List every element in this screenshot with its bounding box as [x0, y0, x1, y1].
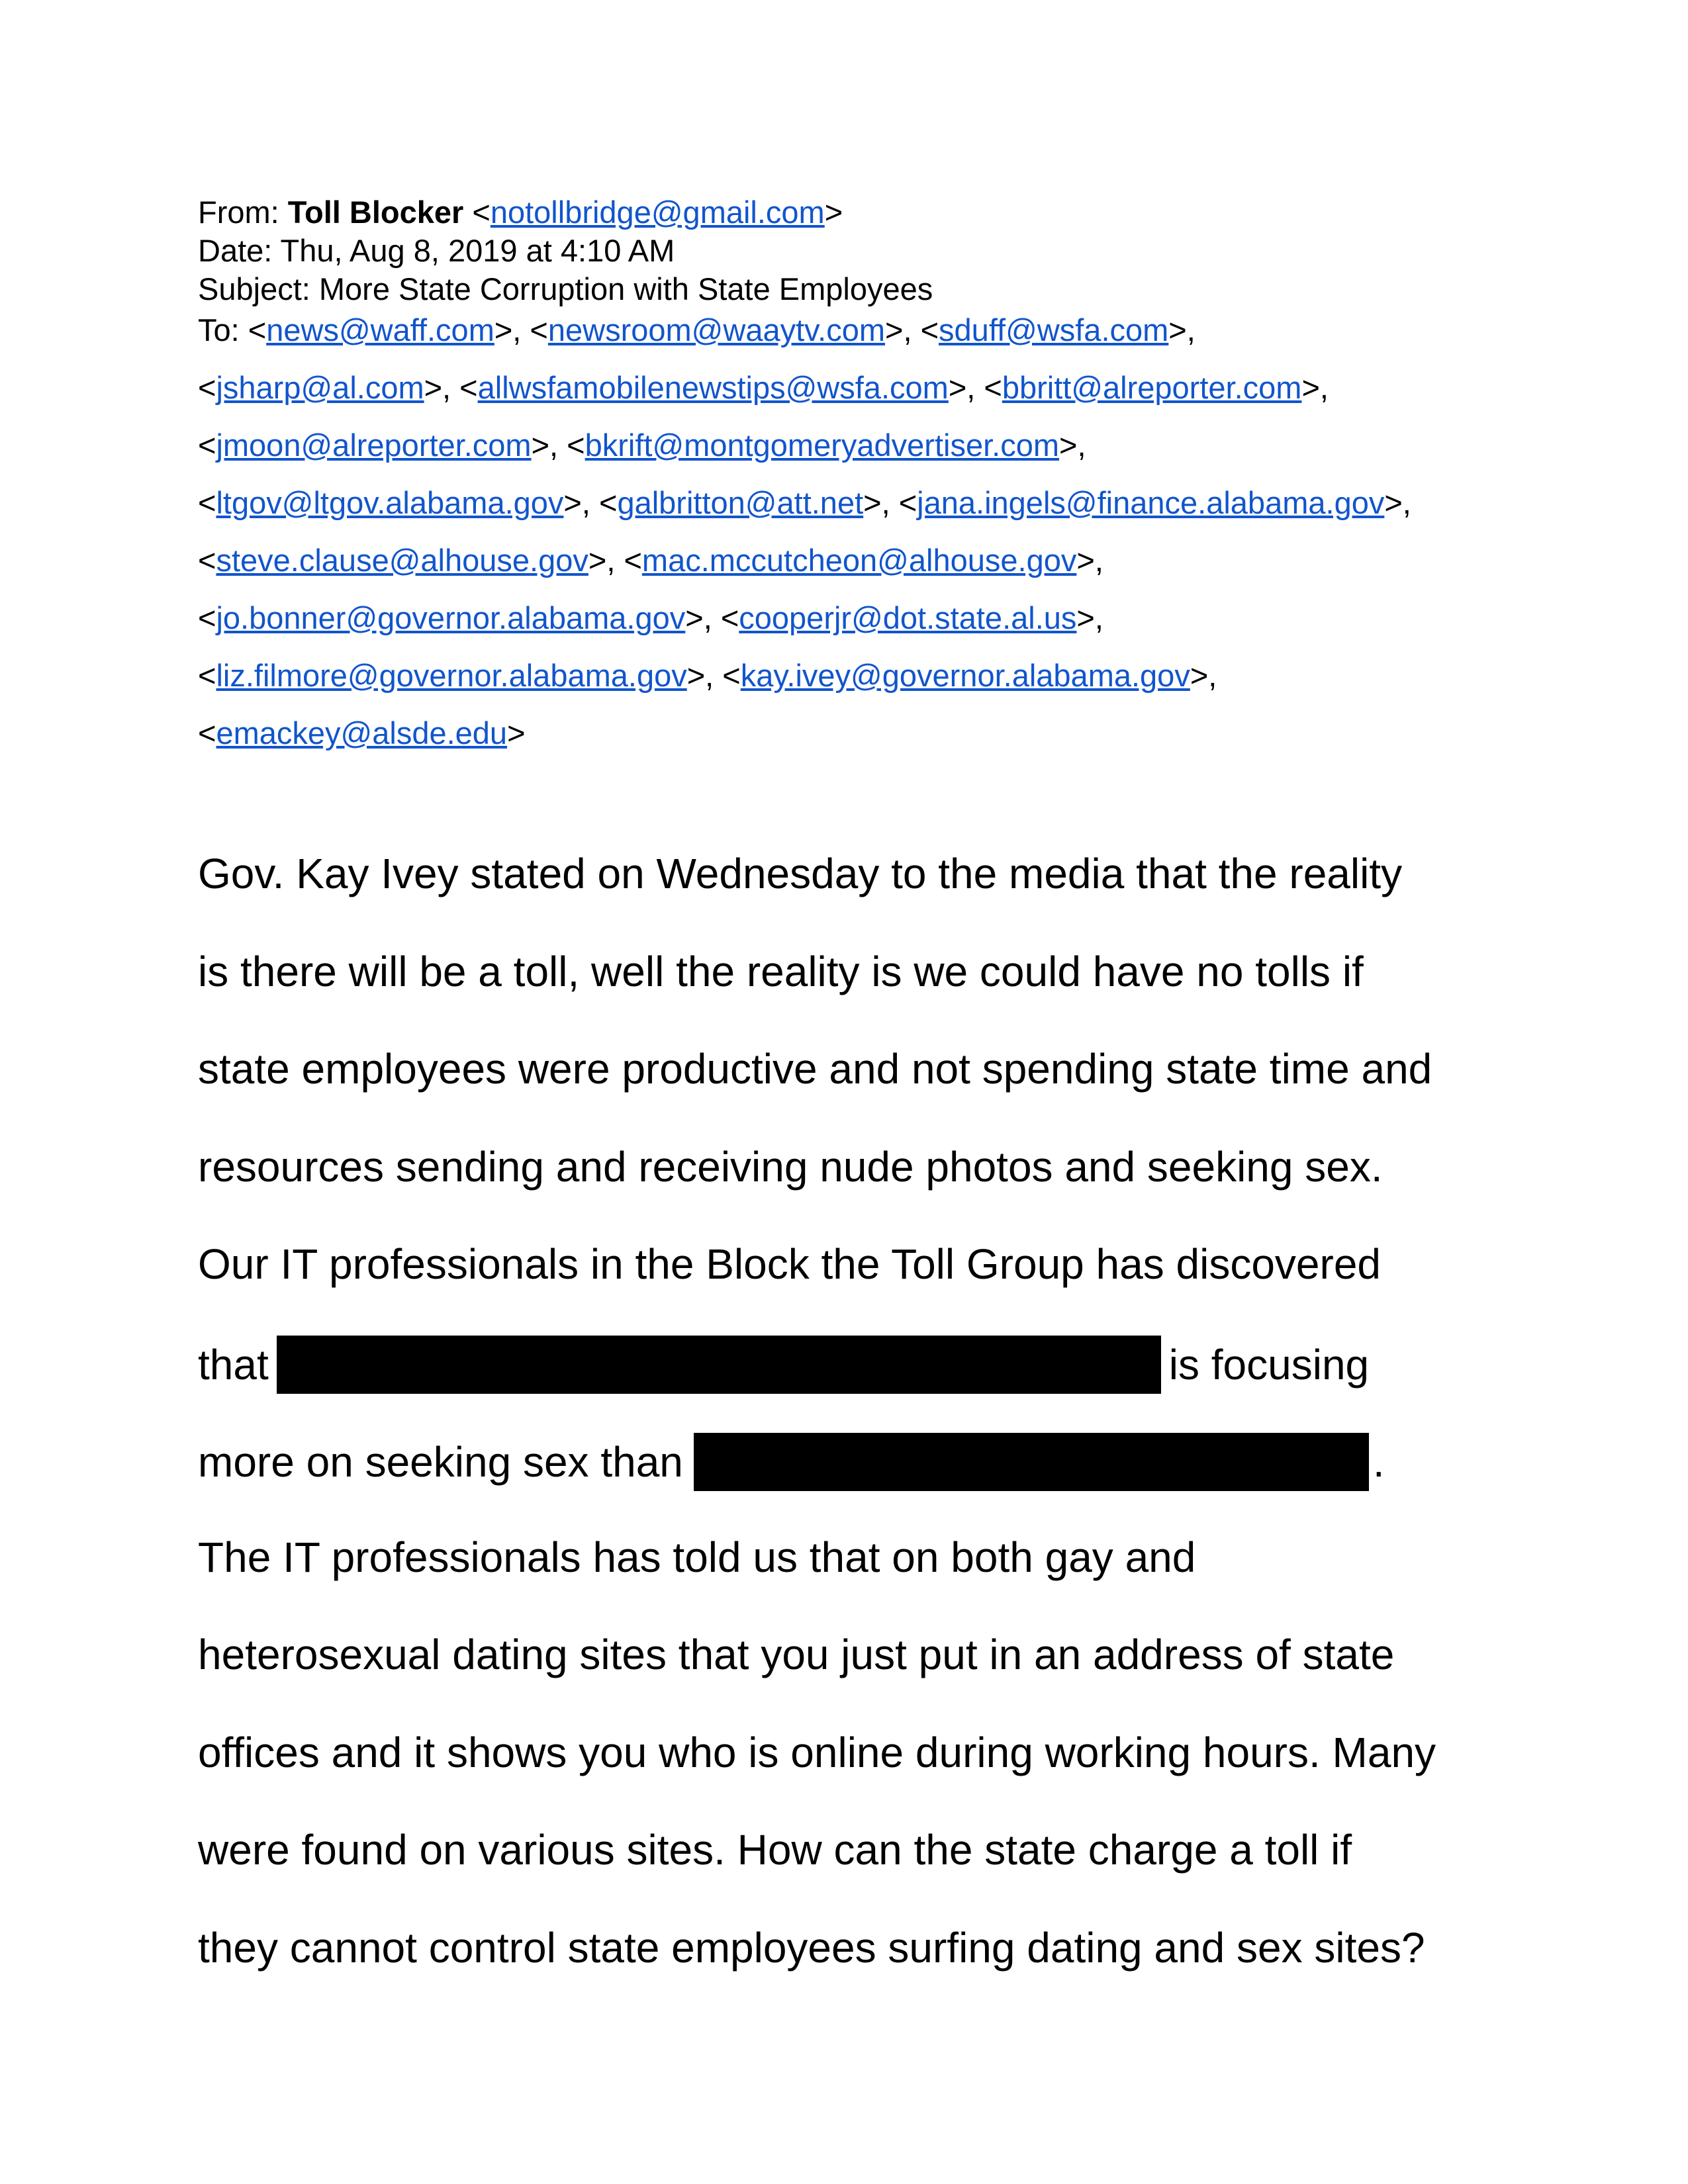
recipient-row: <ltgov@ltgov.alabama.gov>, <galbritton@att.net>, <jana.ingels@finance.alabama.gov>, [198, 485, 1411, 520]
body-text-segment: more on seeking sex than [198, 1438, 683, 1486]
from-label: From: [198, 195, 279, 230]
email-header [198, 193, 1522, 308]
body-line: heterosexual dating sites that you just put in an address of state [198, 1631, 1395, 1678]
body-line: they cannot control state employees surfing dating and sex sites? [198, 1923, 1425, 1972]
recipient-row: To: <news@waff.com>, <newsroom@waaytv.com>, <sduff@wsfa.com>, [198, 312, 1196, 347]
redaction-block [694, 1433, 1369, 1491]
recipient-row: <jo.bonner@governor.alabama.gov>, <cooperjr@dot.state.al.us>, [198, 600, 1103, 635]
recipient-email-link[interactable]: galbritton@att.net [617, 485, 864, 520]
sender-email-link[interactable]: notollbridge@gmail.com [490, 195, 825, 230]
recipient-email-link[interactable]: bkrift@montgomeryadvertiser.com [585, 428, 1059, 463]
body-line: resources sending and receiving nude photos and seeking sex. [198, 1142, 1383, 1191]
recipient-email-link[interactable]: cooperjr@dot.state.al.us [739, 600, 1077, 635]
recipient-email-link[interactable]: jmoon@alreporter.com [216, 428, 532, 463]
recipient-list [198, 311, 1522, 772]
recipient-email-link[interactable]: allwsfamobilenewstips@wsfa.com [477, 370, 949, 405]
recipient-row: <jsharp@al.com>, <allwsfamobilenewstips@wsfa.com>, <bbritt@alreporter.com>, [198, 370, 1329, 405]
recipient-row: <steve.clause@alhouse.gov>, <mac.mccutcheon@alhouse.gov>, [198, 543, 1103, 578]
to-label: To: [198, 312, 240, 347]
body-line [198, 1336, 1522, 1433]
recipient-email-link[interactable]: jo.bonner@governor.alabama.gov [216, 600, 686, 635]
recipient-email-link[interactable]: ltgov@ltgov.alabama.gov [216, 485, 564, 520]
body-line: The IT professionals has told us that on both gay and [198, 1533, 1196, 1581]
recipient-row: <liz.filmore@governor.alabama.gov>, <kay.ivey@governor.alabama.gov>, [198, 658, 1217, 693]
body-line: were found on various sites. How can the state charge a toll if [198, 1826, 1352, 1874]
body-text-segment: that [198, 1340, 269, 1388]
body-line: state employees were productive and not spending state time and [198, 1045, 1432, 1093]
body-line: Gov. Kay Ivey stated on Wednesday to the media that the reality [198, 850, 1403, 897]
recipient-email-link[interactable]: sduff@wsfa.com [939, 312, 1169, 347]
email-body [198, 847, 1522, 2019]
from-line: From: Toll Blocker <notollbridge@gmail.com> [198, 195, 843, 230]
recipient-email-link[interactable]: emackey@alsde.edu [216, 715, 508, 751]
recipient-email-link[interactable]: newsroom@waaytv.com [547, 312, 886, 347]
redaction-block [277, 1336, 1161, 1394]
body-line: Our IT professionals in the Block the Toll Group has discovered [198, 1240, 1381, 1288]
recipient-email-link[interactable]: jana.ingels@finance.alabama.gov [917, 485, 1385, 520]
body-text-segment: . [1372, 1438, 1385, 1486]
recipient-email-link[interactable]: steve.clause@alhouse.gov [216, 543, 588, 578]
subject-line: Subject: More State Corruption with State Employees [198, 271, 933, 306]
recipient-email-link[interactable]: jsharp@al.com [216, 370, 424, 405]
body-text-segment: is focusing [1168, 1340, 1370, 1388]
body-line: is there will be a toll, well the reality is we could have no tolls if [198, 947, 1364, 995]
recipient-email-link[interactable]: mac.mccutcheon@alhouse.gov [641, 543, 1077, 578]
recipient-email-link[interactable]: kay.ivey@governor.alabama.gov [740, 658, 1190, 693]
sender-name: Toll Blocker [287, 195, 464, 230]
recipient-email-link[interactable]: news@waff.com [266, 312, 494, 347]
body-line: offices and it shows you who is online during working hours. Many [198, 1728, 1436, 1776]
recipient-email-link[interactable]: bbritt@alreporter.com [1002, 370, 1302, 405]
recipient-row: <emackey@alsde.edu> [198, 715, 526, 751]
recipient-row: <jmoon@alreporter.com>, <bkrift@montgomeryadvertiser.com>, [198, 428, 1086, 463]
date-line: Date: Thu, Aug 8, 2019 at 4:10 AM [198, 233, 675, 268]
body-line [198, 1433, 1522, 1531]
recipient-email-link[interactable]: liz.filmore@governor.alabama.gov [216, 658, 687, 693]
